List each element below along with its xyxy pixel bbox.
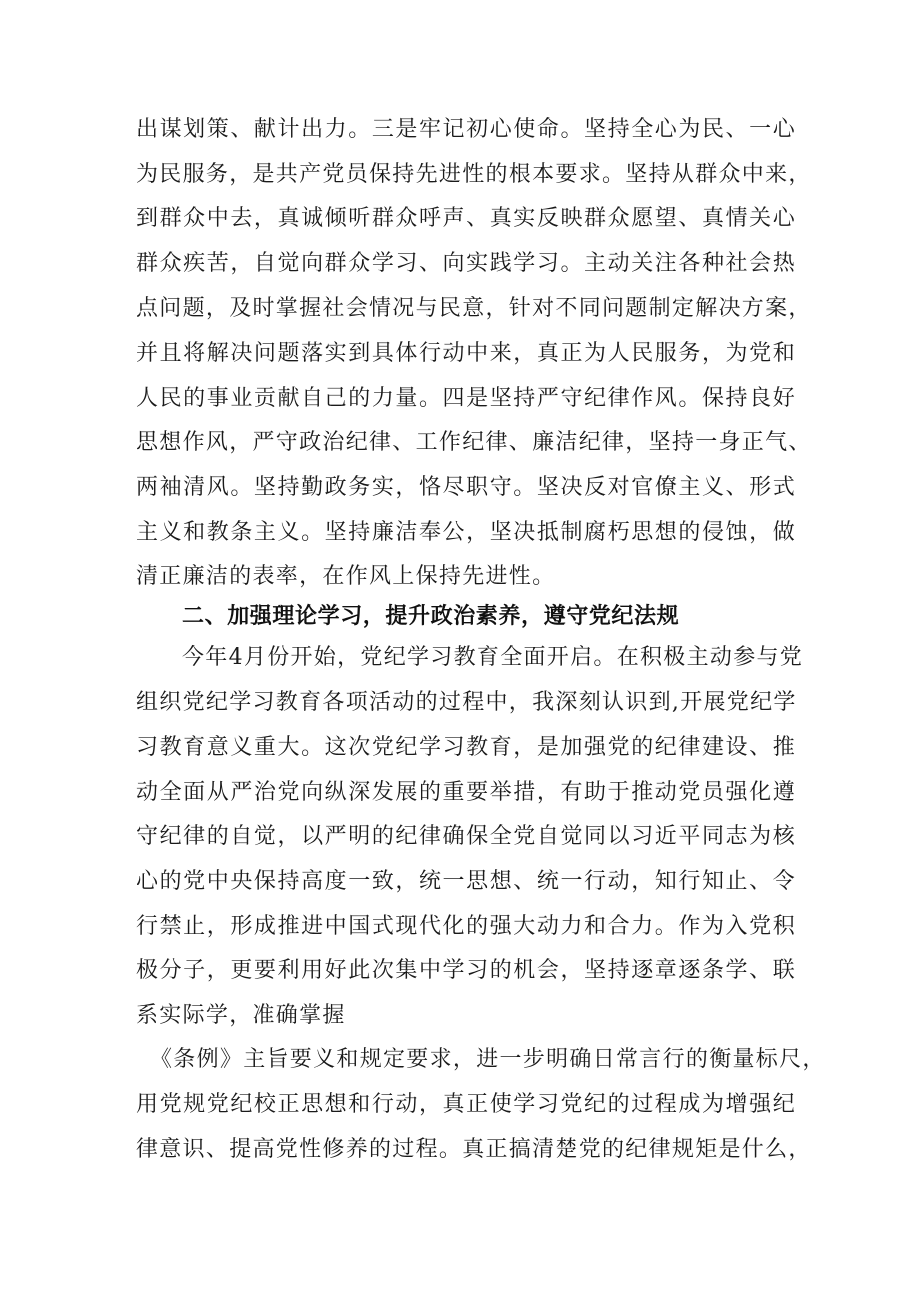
- body-text-line: 组织党纪学习教育各项活动的过程中，我深刻认识到,开展党纪学: [136, 690, 797, 715]
- body-text-line: 群众疾苦，自觉向群众学习、向实践学习。主动关注各种社会热: [136, 251, 796, 276]
- section-heading: 二、加强理论学习，提升政治素养，遵守党纪法规: [182, 604, 680, 629]
- body-text-line: 用党规党纪校正思想和行动，真正使学习党纪的过程成为增强纪: [136, 1092, 796, 1117]
- body-text-line: 极分子，更要利用好此次集中学习的机会，坚持逐章逐条学、联: [136, 958, 796, 983]
- body-text-line: 思想作风，严守政治纪律、工作纪律、廉洁纪律，坚持一身正气、: [136, 430, 812, 455]
- body-text-line: 习教育意义重大。这次党纪学习教育，是加强党的纪律建设、推: [136, 735, 796, 760]
- body-text-line: 清正廉洁的表率，在作风上保持先进性。: [136, 564, 556, 589]
- body-text-line: 守纪律的自觉，以严明的纪律确保全党自觉同以习近平同志为核: [136, 824, 796, 849]
- body-text-line: 为民服务，是共产党员保持先进性的根本要求。坚持从群众中来，: [136, 162, 812, 187]
- body-text-line: 系实际学，准确掌握: [136, 1003, 346, 1028]
- body-text-line: 出谋划策、献计出力。三是牢记初心使命。坚持全心为民、一心: [136, 117, 796, 142]
- body-text-line: 并且将解决问题落实到具体行动中来，真正为人民服务，为党和: [136, 341, 796, 366]
- body-text-line: 到群众中去，真诚倾听群众呼声、真实反映群众愿望、真情关心: [136, 206, 796, 231]
- body-text-line: 《条例》主旨要义和规定要求，进一步明确日常言行的衡量标尺，: [150, 1047, 826, 1072]
- body-text-line: 点问题，及时掌握社会情况与民意，针对不同问题制定解决方案，: [136, 296, 812, 321]
- body-text-line: 人民的事业贡献自己的力量。四是坚持严守纪律作风。保持良好: [136, 386, 796, 411]
- body-text-line: 律意识、提高党性修养的过程。真正搞清楚党的纪律规矩是什么，: [136, 1137, 812, 1162]
- body-text-line: 行禁止，形成推进中国式现代化的强大动力和合力。作为入党积: [136, 914, 796, 939]
- body-text-line: 动全面从严治党向纵深发展的重要举措，有助于推动党员强化遵: [136, 780, 796, 805]
- body-text-line: 今年4月份开始，党纪学习教育全面开启。在积极主动参与党: [182, 645, 804, 670]
- body-text-line: 主义和教条主义。坚持廉洁奉公，坚决抵制腐朽思想的侵蚀，做: [136, 520, 796, 545]
- body-text-line: 两袖清风。坚持勤政务实，恪尽职守。坚决反对官僚主义、形式: [136, 475, 796, 500]
- body-text-line: 心的党中央保持高度一致，统一思想、统一行动，知行知止、令: [136, 869, 796, 894]
